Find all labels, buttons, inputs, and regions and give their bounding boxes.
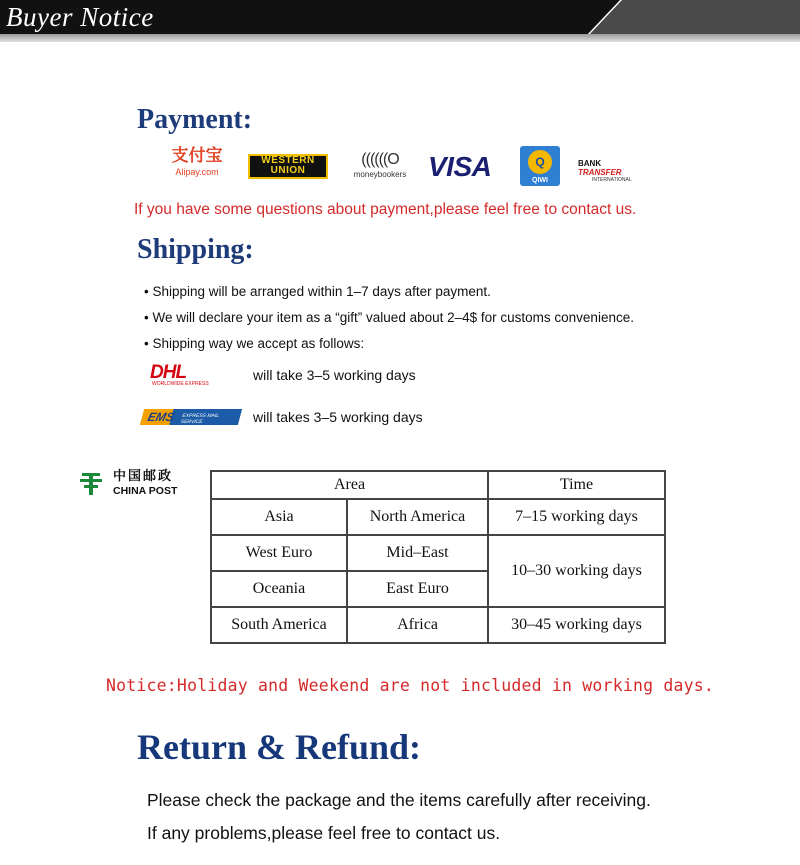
visa-logo: VISA (428, 151, 492, 182)
qiwi-badge-icon: Q (528, 150, 552, 174)
table-header-time: Time (488, 471, 665, 499)
table-cell: South America (211, 607, 347, 643)
shipping-bullet: • Shipping way we accept as follows: (144, 336, 365, 351)
shipping-bullet-list (144, 282, 634, 360)
table-cell: Africa (347, 607, 488, 643)
table-cell: Mid–East (347, 535, 488, 571)
china-post-logo (80, 469, 192, 499)
western-union-line1: WESTERN (261, 155, 315, 166)
header-banner (0, 0, 800, 42)
dhl-logo (150, 364, 222, 386)
shipping-heading: Shipping: (137, 234, 254, 265)
moneybookers-text: moneybookers (353, 170, 407, 179)
transfer-text: TRANSFER (578, 168, 622, 177)
china-post-en: CHINA POST (113, 485, 178, 497)
bank-text: BANK (578, 159, 602, 168)
refund-heading: Return & Refund: (137, 727, 421, 767)
holiday-notice: Notice:Holiday and Weekend are not included in working days. (106, 676, 715, 695)
ems-logo-sub: EXPRESS MAIL SERVICE (179, 413, 220, 425)
payment-heading: Payment: (137, 104, 253, 135)
qiwi-logo (520, 146, 560, 186)
china-post-emblem-icon (80, 471, 102, 495)
table-cell-time: 30–45 working days (488, 607, 665, 643)
china-post-cn: 中国邮政 (113, 468, 174, 483)
payment-note: If you have some questions about payment,please feel free to contact us. (134, 201, 637, 218)
refund-line: If any problems,please feel free to contact us. (147, 823, 501, 843)
moneybookers-mark-icon: ((((((O (361, 151, 399, 168)
western-union-line2: UNION (270, 165, 306, 176)
table-row (211, 499, 665, 535)
dhl-logo-sub: WORLDWIDE EXPRESS (152, 381, 209, 387)
international-text: INTERNATIONAL (592, 177, 632, 183)
table-cell-time: 10–30 working days (488, 535, 665, 607)
table-row (211, 535, 665, 571)
alipay-logo-cn: 支付宝 (171, 146, 223, 165)
alipay-logo (165, 146, 229, 182)
western-union-logo (248, 154, 328, 179)
ems-logo-text: EMS (146, 410, 176, 424)
shipping-time-table (210, 470, 666, 644)
bank-transfer-logo (578, 159, 642, 183)
table-cell: North America (347, 499, 488, 535)
table-cell: Oceania (211, 571, 347, 607)
banner-underline (0, 34, 800, 42)
qiwi-text: QIWI (532, 177, 548, 184)
moneybookers-logo (352, 150, 408, 184)
dhl-delivery-time: will take 3–5 working days (253, 367, 416, 383)
alipay-logo-en: Alipay.com (175, 167, 219, 177)
table-header-area: Area (211, 471, 488, 499)
table-cell: Asia (211, 499, 347, 535)
shipping-bullet: • We will declare your item as a “gift” valued about 2–4$ for customs convenience. (144, 310, 634, 325)
table-row (211, 607, 665, 643)
page-title: Buyer Notice (6, 2, 154, 32)
shipping-bullet: • Shipping will be arranged within 1–7 days after payment. (144, 284, 491, 299)
ems-logo (140, 409, 242, 425)
refund-line: Please check the package and the items carefully after receiving. (147, 790, 651, 810)
table-cell-time: 7–15 working days (488, 499, 665, 535)
table-header-row (211, 471, 665, 499)
dhl-logo-text: DHL (150, 362, 187, 383)
table-cell: East Euro (347, 571, 488, 607)
table-cell: West Euro (211, 535, 347, 571)
ems-delivery-time: will takes 3–5 working days (253, 409, 423, 425)
